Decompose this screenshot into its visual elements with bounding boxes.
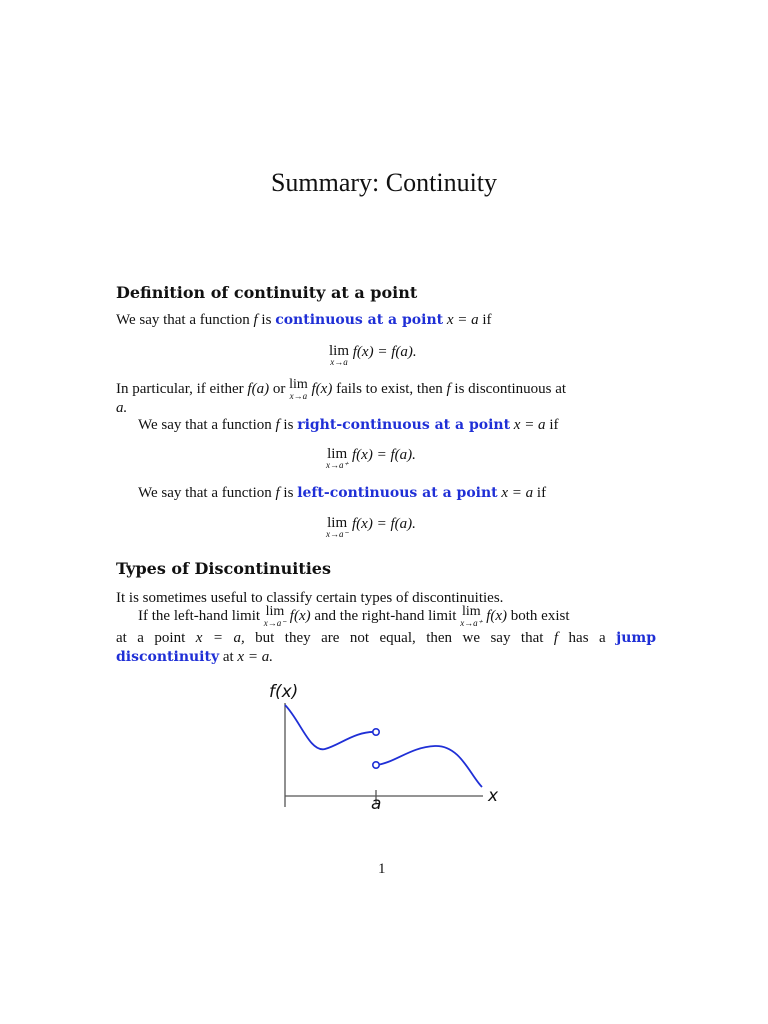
math-fx: f(x) <box>486 608 508 624</box>
text: If the left-hand limit <box>138 608 261 624</box>
left-continuous-paragraph <box>138 482 658 504</box>
math-condition: x = a <box>501 485 534 501</box>
right-limit-open-point <box>373 762 379 768</box>
text: is <box>283 485 294 501</box>
classify-paragraph: It is sometimes useful to classify certain types of discontinuities. <box>116 590 504 606</box>
text: is <box>261 312 272 328</box>
text: if <box>536 485 547 501</box>
lim: lim <box>329 343 350 359</box>
y-axis-label: f(x) <box>269 682 299 702</box>
text: or <box>272 381 286 397</box>
lim-subscript: x→a <box>330 357 348 367</box>
math-fx: f(x) <box>311 381 333 397</box>
particular-paragraph <box>116 378 656 401</box>
math-condition: x = a <box>446 312 479 328</box>
math-f: f <box>446 381 451 397</box>
right-continuous-paragraph <box>138 414 658 436</box>
text: both exist <box>510 608 570 624</box>
text: In particular, if either <box>116 381 244 397</box>
text: We say that a function <box>138 485 272 501</box>
x-axis-label: x <box>488 786 499 806</box>
math-f: f <box>253 312 258 328</box>
lim: lim <box>289 377 308 392</box>
text: fails to exist, then <box>336 381 443 397</box>
page-number: 1 <box>378 861 386 877</box>
page-title: Summary: Continuity <box>270 168 498 197</box>
right-curve <box>376 746 482 787</box>
math-condition: x = a. <box>237 649 273 665</box>
jump-definition-line1 <box>138 605 658 628</box>
section-heading-definition: Definition of continuity at a point <box>116 283 418 302</box>
term-right-continuous: right-continuous at a point <box>297 417 511 433</box>
text: if <box>482 312 492 328</box>
lim: lim <box>461 604 481 619</box>
lim: lim <box>327 515 348 531</box>
left-curve <box>285 705 376 749</box>
equation-expression: f(x) = f(a). <box>352 516 416 532</box>
text: has a <box>568 630 606 646</box>
math-fa: f(a) <box>247 381 270 397</box>
equation-expression: f(x) = f(a). <box>352 344 417 360</box>
text: at a point <box>116 630 186 646</box>
term-continuous: continuous at a point <box>275 312 444 328</box>
text: We say that a function <box>116 312 250 328</box>
lim: lim <box>265 604 285 619</box>
term-left-continuous: left-continuous at a point <box>297 485 498 501</box>
equation-continuity <box>329 344 417 367</box>
tick-label-a: a <box>371 794 382 814</box>
math-a: a. <box>116 400 128 416</box>
text: is <box>283 417 294 433</box>
lim-subscript: x→a <box>289 391 308 401</box>
text: is discontinuous at <box>454 381 567 397</box>
math-f: f <box>553 630 559 646</box>
math-condition: x = a, <box>195 630 245 646</box>
definition-paragraph <box>116 309 656 331</box>
text: We say that a function <box>138 417 272 433</box>
lim-subscript: x→a⁻ <box>326 529 349 539</box>
math-f: f <box>275 417 280 433</box>
math-f: f <box>275 485 280 501</box>
lim-subscript: x→a⁻ <box>263 618 287 628</box>
math-fx: f(x) <box>289 608 311 624</box>
text: at <box>222 649 234 665</box>
jump-discontinuity-figure <box>255 675 515 825</box>
section-heading-discontinuities: Types of Discontinuities <box>116 559 331 578</box>
equation-left-continuity <box>326 516 416 539</box>
jump-definition-line3 <box>116 646 273 668</box>
term-jump: jump <box>616 630 656 646</box>
text: and the right-hand limit <box>314 608 457 624</box>
left-limit-open-point <box>373 729 379 735</box>
lim-subscript: x→a⁺ <box>460 618 483 628</box>
lim-subscript: x→a⁺ <box>326 460 349 470</box>
math-condition: x = a <box>513 417 546 433</box>
equation-right-continuity <box>326 447 416 470</box>
lim: lim <box>327 446 348 462</box>
term-discontinuity: discontinuity <box>116 649 220 665</box>
text: but they are not equal, then we say that <box>255 630 544 646</box>
equation-expression: f(x) = f(a). <box>352 447 416 463</box>
text: if <box>549 417 559 433</box>
